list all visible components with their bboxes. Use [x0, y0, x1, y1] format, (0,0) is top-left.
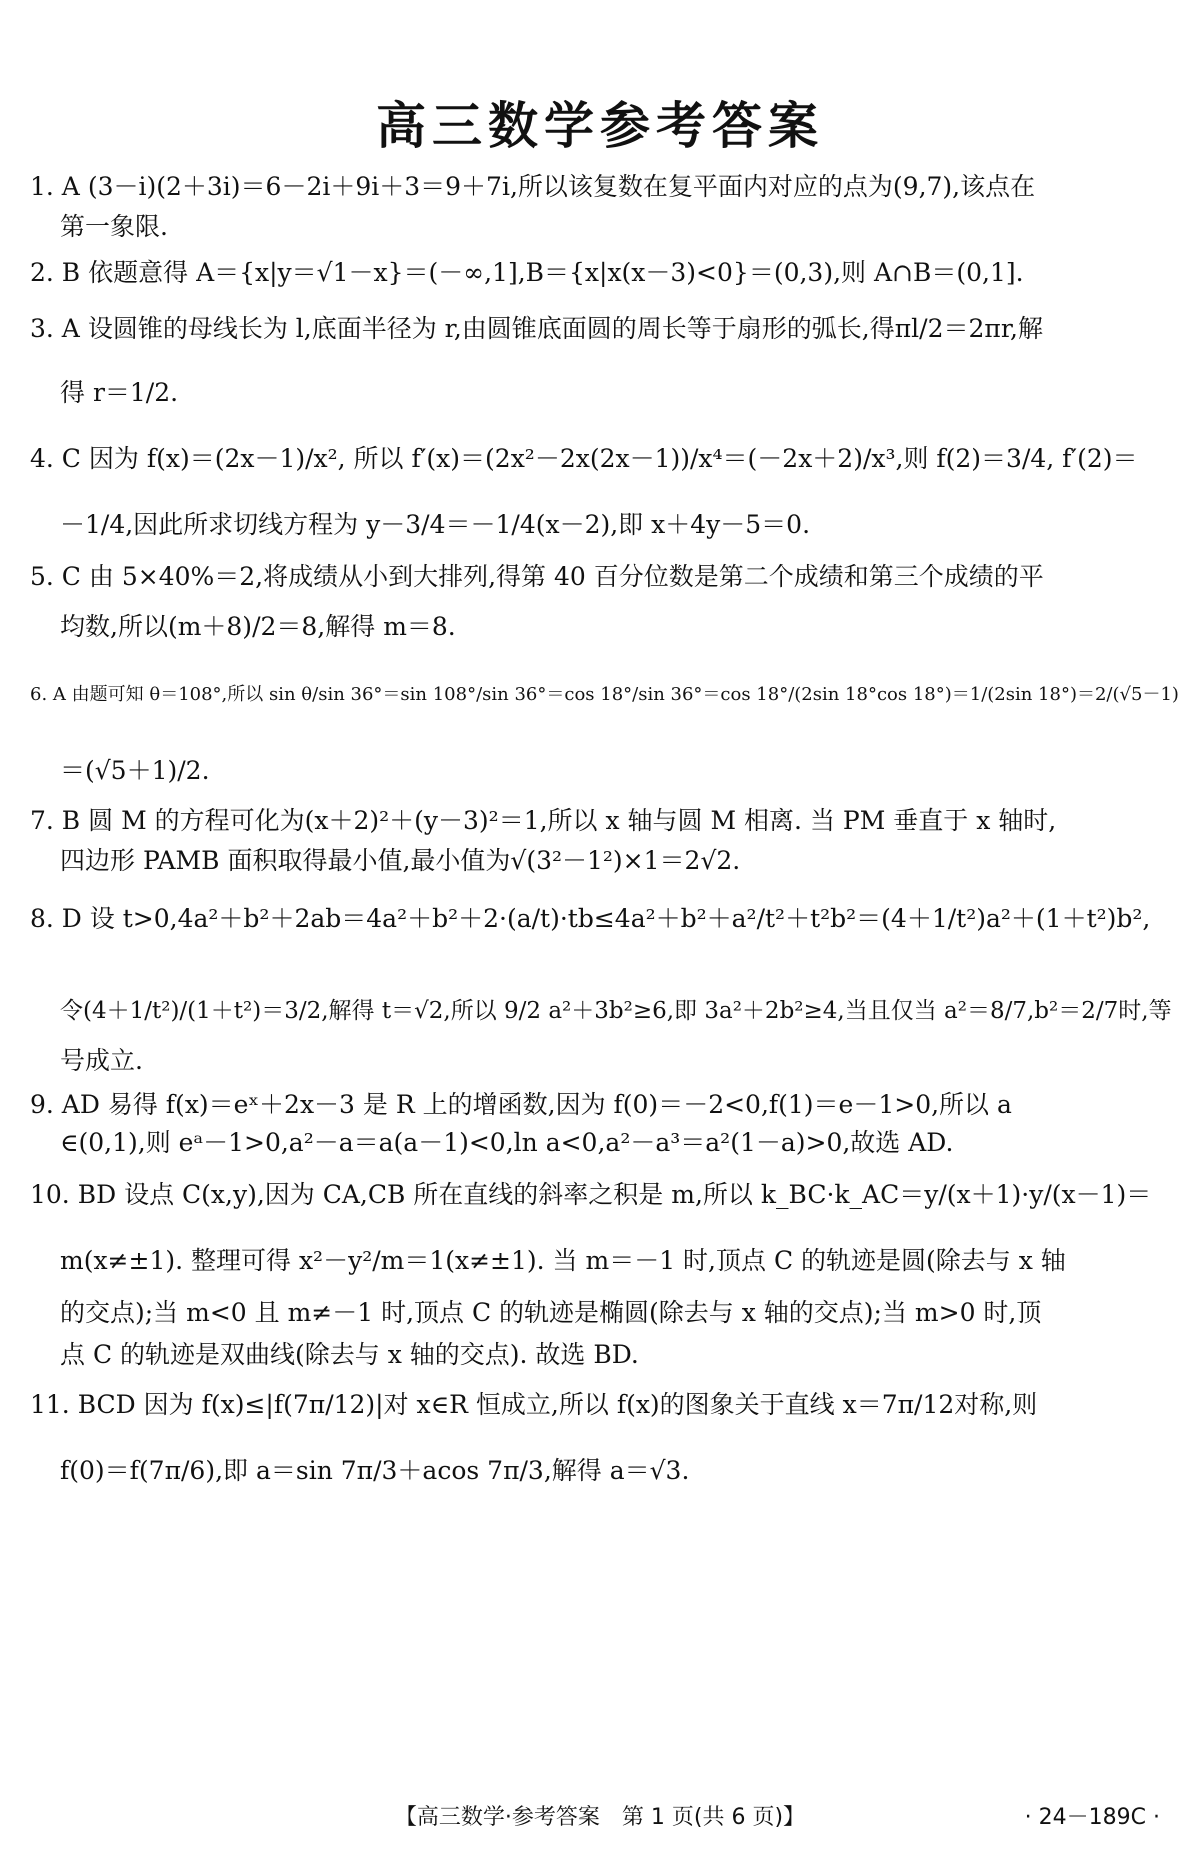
- answer-7-number: 7. B: [30, 806, 81, 835]
- answer-2-text: 依题意得 A＝{x|y＝√1－x}＝(－∞,1],B＝{x|x(x－3)<0}＝(0,3),则 A∩B＝(0,1].: [88, 258, 1024, 287]
- page-title: 高三数学参考答案: [376, 97, 824, 155]
- answer-7-cont: 四边形 PAMB 面积取得最小值,最小值为√(3²－1²)×1＝2√2.: [60, 846, 741, 875]
- answer-4: [30, 444, 1138, 474]
- answer-1-cont: 第一象限.: [60, 212, 168, 241]
- answer-1-text: (3－i)(2＋3i)＝6－2i＋9i＋3＝9＋7i,所以该复数在复平面内对应的点为(9,7),该点在: [87, 172, 1036, 201]
- answer-4-cont: －1/4,因此所求切线方程为 y－3/4＝－1/4(x－2),即 x＋4y－5＝0.: [60, 510, 811, 539]
- answer-2: [30, 258, 1024, 288]
- answer-4-text: 因为 f(x)＝(2x－1)/x², 所以 f′(x)＝(2x²－2x(2x－1))/x⁴＝(－2x＋2)/x³,则 f(2)＝3/4, f′(2)＝: [88, 444, 1138, 473]
- answer-5-text: 由 5×40%＝2,将成绩从小到大排列,得第 40 百分位数是第二个成绩和第三个成绩的平: [88, 562, 1044, 591]
- answer-6-number: 6. A: [30, 684, 66, 705]
- answer-11: [30, 1390, 1037, 1420]
- page-footer: 【高三数学·参考答案 第 1 页(共 6 页)】: [394, 1805, 806, 1830]
- answer-10-number: 10. BD: [30, 1180, 117, 1209]
- answer-6: [30, 680, 1179, 710]
- answer-9-number: 9. AD: [30, 1090, 100, 1119]
- answer-1-number: 1. A: [30, 172, 80, 201]
- answer-3: [30, 314, 1043, 344]
- answer-4-number: 4. C: [30, 444, 81, 473]
- answer-10-cont1: m(x≠±1). 整理可得 x²－y²/m＝1(x≠±1). 当 m＝－1 时,顶点 C 的轨迹是圆(除去与 x 轴: [60, 1246, 1066, 1275]
- answer-1: [30, 172, 1035, 202]
- answer-6-cont: ＝(√5＋1)/2.: [60, 756, 210, 785]
- answer-3-text: 设圆锥的母线长为 l,底面半径为 r,由圆锥底面圆的周长等于扇形的弧长,得πl/2＝2πr,解: [87, 314, 1043, 343]
- document-code: · 24－189C ·: [1024, 1805, 1160, 1830]
- answer-6-text: 由题可知 θ＝108°,所以 sin θ/sin 36°＝sin 108°/sin 36°＝cos 18°/sin 36°＝cos 18°/(2sin 18°cos 18°)＝1/(2sin 18°)＝2/(√5－1): [71, 684, 1179, 705]
- answer-11-number: 11. BCD: [30, 1390, 136, 1419]
- answer-3-number: 3. A: [30, 314, 80, 343]
- answer-10: [30, 1180, 1151, 1210]
- answer-7: [30, 806, 1056, 836]
- answer-7-text: 圆 M 的方程可化为(x＋2)²＋(y－3)²＝1,所以 x 轴与圆 M 相离. 当 PM 垂直于 x 轴时,: [88, 806, 1057, 835]
- answer-11-text: 因为 f(x)≤|f(7π/12)|对 x∈R 恒成立,所以 f(x)的图象关于直线 x＝7π/12对称,则: [143, 1390, 1038, 1419]
- answer-11-cont: f(0)＝f(7π/6),即 a＝sin 7π/3＋acos 7π/3,解得 a＝√3.: [60, 1456, 690, 1485]
- answer-8: [30, 904, 1150, 934]
- answer-8-cont1: 令(4＋1/t²)/(1＋t²)＝3/2,解得 t＝√2,所以 9/2 a²＋3b²≥6,即 3a²＋2b²≥4,当且仅当 a²＝8/7,b²＝2/7时,等: [60, 998, 1172, 1024]
- answer-9-text: 易得 f(x)＝eˣ＋2x－3 是 R 上的增函数,因为 f(0)＝－2<0,f(1)＝e－1>0,所以 a: [107, 1090, 1012, 1119]
- answer-8-number: 8. D: [30, 904, 82, 933]
- answer-3-cont: 得 r＝1/2.: [60, 378, 179, 407]
- answer-10-text: 设点 C(x,y),因为 CA,CB 所在直线的斜率之积是 m,所以 k_BC·k_AC＝y/(x＋1)·y/(x－1)＝: [124, 1180, 1152, 1209]
- answer-5-number: 5. C: [30, 562, 81, 591]
- answer-10-cont3: 点 C 的轨迹是双曲线(除去与 x 轴的交点). 故选 BD.: [60, 1340, 639, 1369]
- answer-2-number: 2. B: [30, 258, 81, 287]
- answer-10-cont2: 的交点);当 m<0 且 m≠－1 时,顶点 C 的轨迹是椭圆(除去与 x 轴的交点);当 m>0 时,顶: [60, 1298, 1042, 1327]
- answer-8-cont2: 号成立.: [60, 1046, 143, 1075]
- answer-5: [30, 562, 1044, 592]
- answer-9-cont: ∈(0,1),则 eᵃ－1>0,a²－a＝a(a－1)<0,ln a<0,a²－a³＝a²(1－a)>0,故选 AD.: [60, 1128, 954, 1157]
- answer-5-cont: 均数,所以(m＋8)/2＝8,解得 m＝8.: [60, 612, 456, 641]
- answer-8-text: 设 t>0,4a²＋b²＋2ab＝4a²＋b²＋2·(a/t)·tb≤4a²＋b²＋a²/t²＋t²b²＝(4＋1/t²)a²＋(1＋t²)b²,: [89, 904, 1151, 933]
- answer-9: [30, 1090, 1012, 1120]
